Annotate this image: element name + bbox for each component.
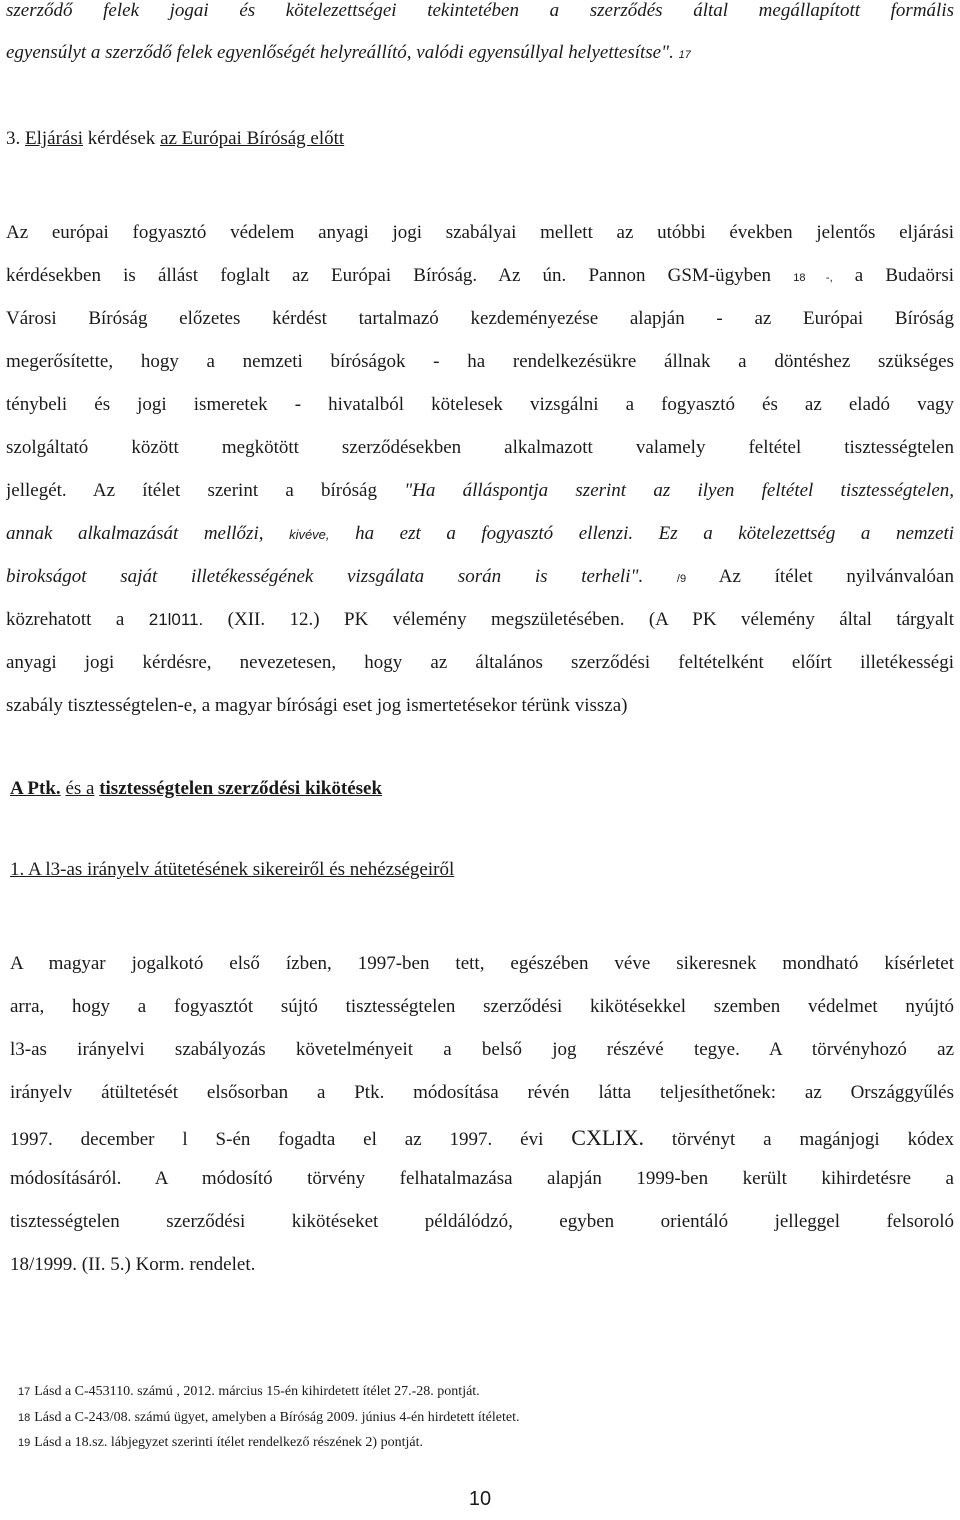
para2-line-5-c: törvényt a magánjogi kódex xyxy=(671,1129,954,1150)
footnote-ref-17: 17 xyxy=(678,49,691,61)
footnote-19 xyxy=(18,1435,423,1451)
para2-line-4: irányelv átültetését elsősorban a Ptk. módosítása révén látta teljesíthetőnek: az Országgyűlés xyxy=(10,1082,954,1103)
para2-line-5-b: CXLIX. xyxy=(571,1125,645,1150)
footnote-ref-19: /9 xyxy=(676,573,687,585)
para2-line-6: módosításáról. A módosító törvény felhatalmazása alapján 1999-ben került kihirdetésre a xyxy=(10,1168,954,1189)
intro-line-2 xyxy=(6,42,954,64)
footnote-number: 18 xyxy=(18,1412,31,1424)
ptk-heading-part-1: A Ptk. xyxy=(10,778,61,799)
para1-line-1: Az európai fogyasztó védelem anyagi jogi szabályai mellett az utóbbi években jelentős eljárási xyxy=(6,222,954,243)
footnote-18 xyxy=(18,1410,519,1426)
section-3-number: 3. xyxy=(6,128,21,149)
section-3-heading xyxy=(6,128,954,150)
para1-line-9 xyxy=(6,566,954,592)
footnote-text: Lásd a 18.sz. lábjegyzet szerinti ítélet rendelkező részének 2) pontját. xyxy=(34,1435,423,1450)
para1-line-7-quote: "Ha álláspontja szerint az ilyen feltétel tisztességtelen, xyxy=(404,480,954,501)
para2-line-5 xyxy=(10,1125,954,1151)
para1-line-8-a: annak alkalmazását mellőzi, xyxy=(6,523,264,544)
para1-line-10-c: (XII. 12.) PK vélemény megszületésében. (A PK vélemény által tárgyalt xyxy=(227,609,954,630)
page-number: 10 xyxy=(468,1488,492,1510)
para1-line-7-a: jellegét. Az ítélet szerint a bíróság xyxy=(6,480,377,501)
section-3-word-3: az Európai Bíróság előtt xyxy=(160,128,345,149)
para1-line-7 xyxy=(6,480,954,506)
para1-line-6: szolgáltató között megkötött szerződésekben alkalmazott valamely feltétel tisztességtelen xyxy=(6,437,954,458)
subheading-1: 1. A l3-as irányelv átütetésének sikereiről és nehézségeiről xyxy=(10,859,455,880)
para1-line-11: anyagi jogi kérdésre, nevezetesen, hogy az általános szerződési feltételként előírt illetékességi xyxy=(6,652,954,673)
para1-line-4: megerősítette, hogy a nemzeti bíróságok - ha rendelkezésükre állnak a döntéshez szükséges xyxy=(6,351,954,372)
ptk-heading-part-3: tisztességtelen szerződési kikötések xyxy=(99,778,383,799)
para2-line-7: tisztességtelen szerződési kikötéseket példálódzó, egyben orientáló jelleggel felsoroló xyxy=(10,1211,954,1232)
ptk-heading xyxy=(10,778,958,800)
para1-line-2 xyxy=(6,265,954,291)
intro-line-2-text: egyensúlyt a szerződő felek egyenlőségét helyreállító, valódi egyensúllyal helyettesítse". xyxy=(6,42,674,63)
para1-line-2-a: kérdésekben is állást foglalt az Európai Bíróság. Az ún. Pannon GSM-ügyben xyxy=(6,265,772,286)
para1-line-8 xyxy=(6,523,954,549)
para1-line-5: ténybeli és jogi ismeretek - hivatalból kötelesek vizsgálni a fogyasztó és az eladó vagy xyxy=(6,394,954,415)
para1-line-3: Városi Bíróság előzetes kérdést tartalmazó kezdeményezése alapján - az Európai Bíróság xyxy=(6,308,954,329)
para1-line-9-b: Az ítélet nyilvánvalóan xyxy=(718,566,954,587)
section-3-word-2: kérdések xyxy=(87,128,156,149)
para2-line-1: A magyar jogalkotó első ízben, 1997-ben tett, egészében véve sikeresnek mondható kísérletet xyxy=(10,953,954,974)
intro-line-1: szerződő felek jogai és kötelezettségei tekintetében a szerződés által megállapított formális xyxy=(6,0,954,21)
para1-line-10-a: közrehatott a xyxy=(6,609,125,630)
ptk-heading-part-2: és a xyxy=(65,778,95,799)
para1-line-2-b: a Budaörsi xyxy=(854,265,954,286)
footnote-number: 19 xyxy=(18,1437,31,1449)
footnote-text: Lásd a C-453110. számú , 2012. március 15-én kihirdetett ítélet 27.-28. pontját. xyxy=(34,1384,480,1399)
para2-line-8: 18/1999. (II. 5.) Korm. rendelet. xyxy=(10,1254,256,1275)
footnote-text: Lásd a C-243/08. számú ügyet, amelyben a Bíróság 2009. június 4-én hirdetett ítéletet. xyxy=(34,1410,520,1425)
para2-line-5-a: 1997. december l S-én fogadta el az 1997. évi xyxy=(10,1129,544,1150)
footnote-17 xyxy=(18,1384,480,1400)
para1-line-8-c: ha ezt a fogyasztó ellenzi. Ez a kötelezettség a nemzeti xyxy=(355,523,954,544)
para1-line-8-b: kivéve, xyxy=(289,527,330,542)
para1-line-10-b: 21l011. xyxy=(148,610,204,629)
para2-line-3: l3-as irányelvi szabályozás követelményeit a belső jog részévé tegye. A törvényhozó az xyxy=(10,1039,954,1060)
footnote-ref-18: 18 -, xyxy=(793,272,833,284)
para1-line-10 xyxy=(6,609,954,635)
para2-line-2: arra, hogy a fogyasztót sújtó tisztességtelen szerződési kikötésekkel szemben védelmet nyújtó xyxy=(10,996,954,1017)
para1-line-12: szabály tisztességtelen-e, a magyar bírósági eset jog ismertetésekor térünk vissza) xyxy=(6,695,628,716)
section-3-word-1: Eljárási xyxy=(25,128,84,149)
para1-line-9-a: birokságot saját illetékességének vizsgálata során is terheli". xyxy=(6,566,644,587)
footnote-number: 17 xyxy=(18,1386,31,1398)
